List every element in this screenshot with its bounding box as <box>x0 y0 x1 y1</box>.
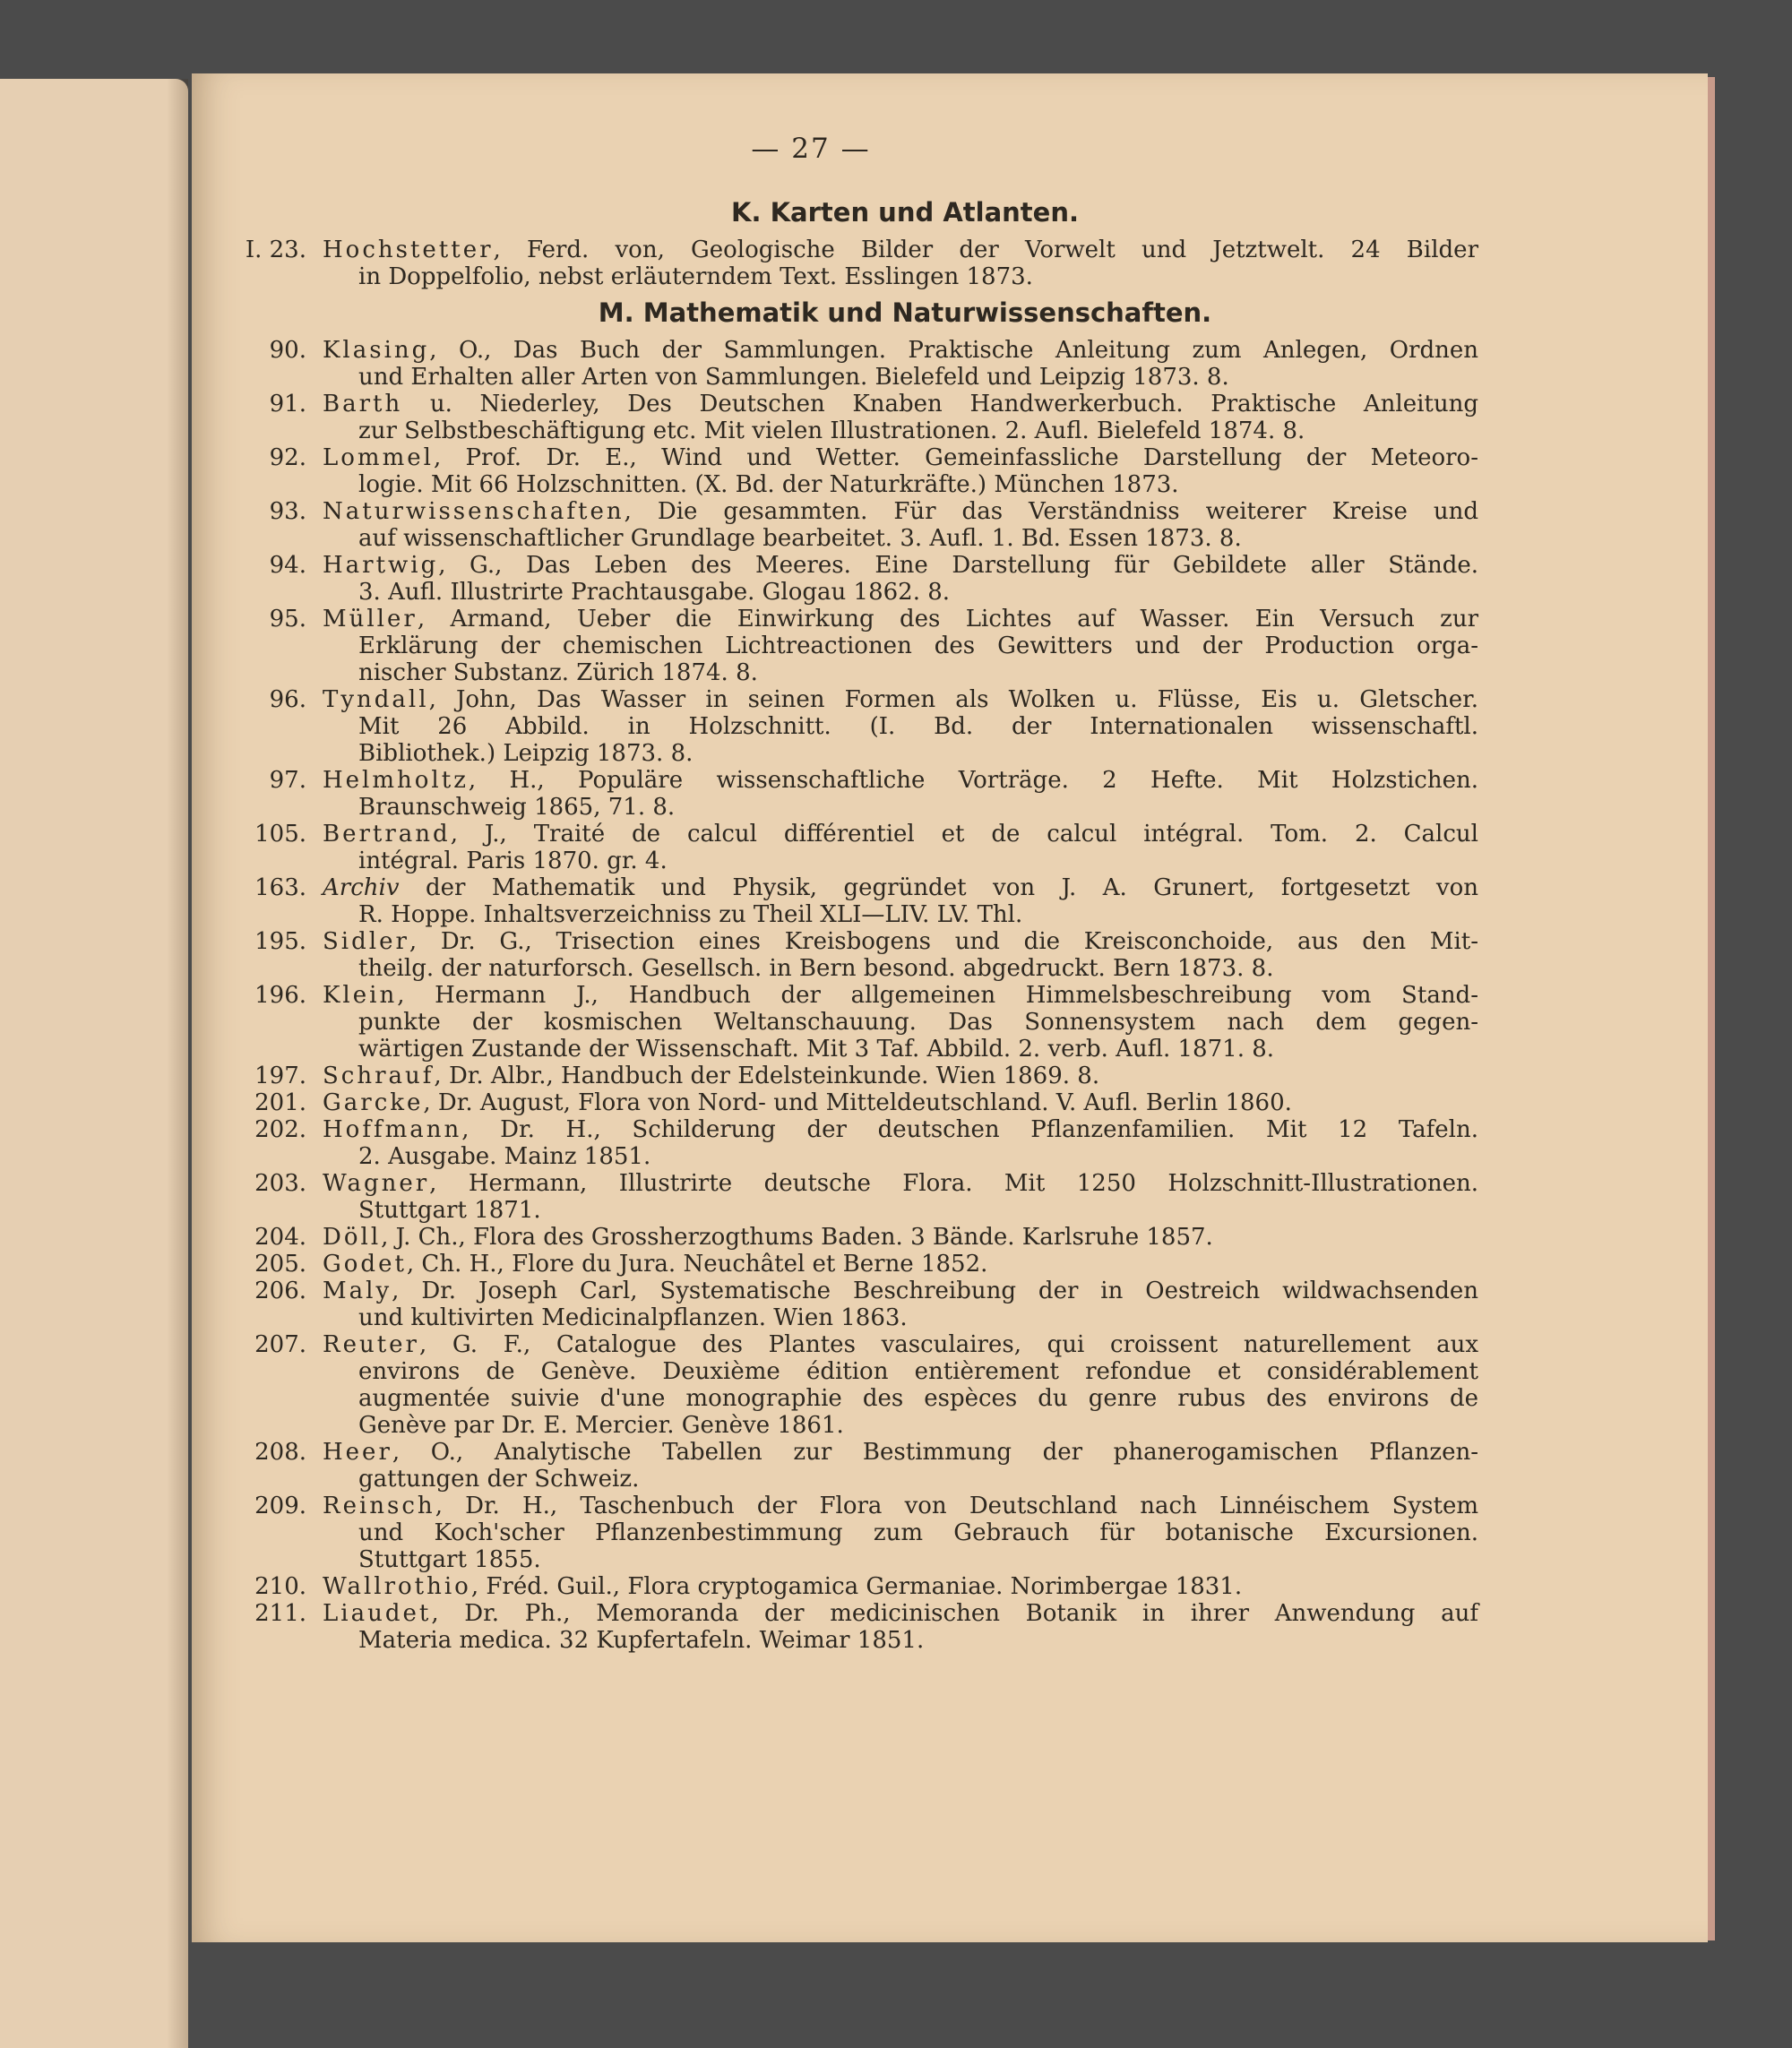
entry-number: 208. <box>254 1439 306 1466</box>
entry-author: Naturwissenschaften <box>323 498 625 525</box>
page-number: — 27 — <box>751 133 871 165</box>
entry-author: Heer <box>323 1439 392 1466</box>
entry-line <box>323 767 1478 794</box>
entry-line: in Doppelfolio, nebst erläuterndem Text. Esslingen 1873. <box>358 263 1033 290</box>
entry-line <box>323 337 1478 364</box>
entry-text <box>323 686 1478 767</box>
catalogue-entry <box>224 606 1478 686</box>
entry-line-text: , Die gesammten. Für das Verständniss weiterer Kreise und <box>624 498 1478 525</box>
entry-text <box>323 928 1478 982</box>
entry-number: 91. <box>269 391 306 417</box>
entry-line <box>323 874 1478 901</box>
entry-line-text: , O., Analytische Tabellen zur Bestimmung der phanerogamischen Pflanzen- <box>392 1439 1478 1466</box>
catalogue-entry <box>224 874 1478 928</box>
entry-line: intégral. Paris 1870. gr. 4. <box>358 848 668 874</box>
entry-author: Hartwig <box>323 552 439 579</box>
entry-line: punkte der kosmischen Weltanschauung. Das Sonnensystem nach dem gegen- <box>358 1009 1478 1036</box>
entry-line <box>323 1439 1478 1466</box>
entry-number: 205. <box>254 1251 306 1278</box>
catalogue-entry <box>224 444 1478 498</box>
entry-number: 105. <box>254 821 306 848</box>
entry-line-text: , Armand, Ueber die Einwirkung des Lichtes auf Wasser. Ein Versuch zur <box>417 606 1478 632</box>
entry-number: 195. <box>254 928 306 955</box>
entry-author: Schrauf <box>323 1063 435 1089</box>
entry-line <box>323 1170 1478 1197</box>
entry-line <box>323 928 1478 955</box>
entry-line-text: , Dr. H., Taschenbuch der Flora von Deutschland nach Linnéischem System <box>435 1493 1478 1519</box>
section-heading: K. Karten und Atlanten. <box>730 197 1079 228</box>
entry-author: Hoffmann <box>323 1116 462 1143</box>
entry-number: 93. <box>269 498 306 525</box>
entry-line <box>323 1573 1478 1600</box>
entry-number: 96. <box>269 686 306 713</box>
entry-text <box>323 1278 1478 1331</box>
entry-number: 97. <box>269 767 306 794</box>
entry-line: auf wissenschaftlicher Grundlage bearbeitet. 3. Aufl. 1. Bd. Essen 1873. 8. <box>358 525 1242 552</box>
entry-line: Genève par Dr. E. Mercier. Genève 1861. <box>358 1412 844 1439</box>
entry-author: Bertrand <box>323 821 451 848</box>
catalogue-entry <box>224 928 1478 982</box>
catalogue-entry <box>224 1573 1478 1600</box>
entry-line: gattungen der Schweiz. <box>358 1466 640 1493</box>
catalogue-entry <box>224 1224 1478 1251</box>
entry-line: Bibliothek.) Leipzig 1873. 8. <box>358 740 694 767</box>
entry-text <box>323 1251 1478 1278</box>
catalogue-entry <box>224 552 1478 606</box>
entry-line <box>323 1278 1478 1304</box>
entry-author: Archiv <box>323 874 400 901</box>
entry-text <box>323 1089 1478 1116</box>
entry-line-text: , Dr. H., Schilderung der deutschen Pflanzenfamilien. Mit 12 Tafeln. <box>461 1116 1478 1143</box>
entry-text <box>323 1573 1478 1600</box>
entry-text <box>323 1331 1478 1439</box>
entry-author: Hochstetter <box>323 237 494 263</box>
entry-number: I. 23. <box>245 237 306 263</box>
entry-text <box>323 552 1478 606</box>
entry-line: und Erhalten aller Arten von Sammlungen. Bielefeld und Leipzig 1873. 8. <box>358 364 1229 391</box>
entry-text <box>323 498 1478 552</box>
entry-line <box>323 1116 1478 1143</box>
entry-line-text: , Dr. Ph., Memoranda der medicinischen Botanik in ihrer Anwendung auf <box>431 1600 1478 1627</box>
entry-text <box>323 606 1478 686</box>
entry-line: augmentée suivie d'une monographie des espèces du genre rubus des environs de <box>358 1385 1478 1412</box>
catalogue-entry <box>224 982 1478 1063</box>
entry-line <box>323 821 1478 848</box>
entry-text <box>323 444 1478 498</box>
entry-text <box>323 337 1478 391</box>
entry-line: environs de Genève. Deuxième édition entièrement refondue et considérablement <box>358 1358 1478 1385</box>
entry-line-text: , J. Ch., Flora des Grossherzogthums Baden. 3 Bände. Karlsruhe 1857. <box>381 1224 1213 1251</box>
catalogue-entry <box>224 1116 1478 1170</box>
entry-line: wärtigen Zustande der Wissenschaft. Mit 3 Taf. Abbild. 2. verb. Aufl. 1871. 8. <box>358 1036 1275 1063</box>
entry-line: Stuttgart 1855. <box>358 1546 541 1573</box>
entry-number: 203. <box>254 1170 306 1197</box>
entry-number: 211. <box>254 1600 306 1627</box>
catalogue-entry <box>224 1439 1478 1493</box>
entry-number: 196. <box>254 982 306 1009</box>
entry-line: R. Hoppe. Inhaltsverzeichniss zu Theil XLI—LIV. LV. Thl. <box>358 901 1023 928</box>
catalogue-entry <box>224 1251 1478 1278</box>
catalogue-entry <box>224 1493 1478 1573</box>
entry-line <box>323 1600 1478 1627</box>
entry-author: Wallrothio <box>323 1573 471 1600</box>
entry-text <box>323 1116 1478 1170</box>
entry-author: Garcke <box>323 1089 424 1116</box>
entry-line-text: , H., Populäre wissenschaftliche Vorträge. 2 Hefte. Mit Holzstichen. <box>468 767 1478 794</box>
entry-text <box>323 1224 1478 1251</box>
catalogue-entry <box>224 237 1478 290</box>
entry-number: 92. <box>269 444 306 471</box>
entry-line: Materia medica. 32 Kupfertafeln. Weimar 1851. <box>358 1627 925 1654</box>
entry-line-text: , Dr. August, Flora von Nord- und Mitteldeutschland. V. Aufl. Berlin 1860. <box>423 1089 1292 1116</box>
entry-text <box>323 237 1478 290</box>
entry-line-text: , Ferd. von, Geologische Bilder der Vorwelt und Jetztwelt. 24 Bilder <box>493 237 1478 263</box>
entry-number: 94. <box>269 552 306 579</box>
catalogue-entry <box>224 1600 1478 1654</box>
section-heading: M. Mathematik und Naturwissenschaften. <box>598 297 1212 328</box>
entry-text <box>323 1493 1478 1573</box>
entry-line: theilg. der naturforsch. Gesellsch. in Bern besond. abgedruckt. Bern 1873. 8. <box>358 955 1274 982</box>
entry-text <box>323 1063 1478 1089</box>
entry-author: Klein <box>323 982 398 1009</box>
entry-line: zur Selbstbeschäftigung etc. Mit vielen Illustrationen. 2. Aufl. Bielefeld 1874. 8. <box>358 417 1305 444</box>
entry-number: 197. <box>254 1063 306 1089</box>
entry-number: 202. <box>254 1116 306 1143</box>
entry-line <box>323 1063 1478 1089</box>
catalogue-entry <box>224 1089 1478 1116</box>
catalogue-entry <box>224 767 1478 821</box>
entry-line <box>323 237 1478 263</box>
entry-line: 2. Ausgabe. Mainz 1851. <box>358 1143 651 1170</box>
entry-text <box>323 982 1478 1063</box>
entry-line <box>323 498 1478 525</box>
entry-line-text: , Dr. G., Trisection eines Kreisbogens und die Kreisconchoide, aus den Mit- <box>409 928 1478 955</box>
catalogue-entry <box>224 1063 1478 1089</box>
entry-author: Tyndall <box>323 686 429 713</box>
entry-number: 206. <box>254 1278 306 1304</box>
entry-line-text: u. Niederley, Des Deutschen Knaben Handwerkerbuch. Praktische Anleitung <box>402 391 1478 417</box>
entry-line: und Koch'scher Pflanzenbestimmung zum Gebrauch für botanische Excursionen. <box>358 1519 1478 1546</box>
entry-line <box>323 1089 1478 1116</box>
entry-number: 201. <box>254 1089 306 1116</box>
entry-line: und kultivirten Medicinalpflanzen. Wien 1863. <box>358 1304 908 1331</box>
page-content <box>224 133 1478 1654</box>
entry-author: Reuter <box>323 1331 419 1358</box>
entry-line: nischer Substanz. Zürich 1874. 8. <box>358 659 758 686</box>
catalogue-entry <box>224 1170 1478 1224</box>
entry-author: Godet <box>323 1251 407 1278</box>
entry-line-text: , G., Das Leben des Meeres. Eine Darstellung für Gebildete aller Stände. <box>438 552 1478 579</box>
entry-text <box>323 1170 1478 1224</box>
entry-author: Lommel <box>323 444 434 471</box>
catalogue-entry <box>224 498 1478 552</box>
catalogue-entry <box>224 1278 1478 1331</box>
entry-line: Braunschweig 1865, 71. 8. <box>358 794 676 821</box>
entry-line: Stuttgart 1871. <box>358 1197 541 1224</box>
entry-line-text: , Dr. Joseph Carl, Systematische Beschreibung der in Oestreich wildwachsenden <box>392 1278 1478 1304</box>
entry-text <box>323 1600 1478 1654</box>
entry-line-text: , G. F., Catalogue des Plantes vasculaires, qui croissent naturellement aux <box>418 1331 1478 1358</box>
entry-line: logie. Mit 66 Holzschnitten. (X. Bd. der Naturkräfte.) München 1873. <box>358 471 1179 498</box>
entry-number: 204. <box>254 1224 306 1251</box>
entry-author: Reinsch <box>323 1493 435 1519</box>
entry-number: 209. <box>254 1493 306 1519</box>
catalogue-entry <box>224 391 1478 444</box>
entry-line <box>323 1331 1478 1358</box>
catalogue-entry <box>224 337 1478 391</box>
entry-line: Mit 26 Abbild. in Holzschnitt. (I. Bd. der Internationalen wissenschaftl. <box>358 713 1478 740</box>
entry-line-text: , Hermann J., Handbuch der allgemeinen Himmelsbeschreibung vom Stand- <box>397 982 1478 1009</box>
entry-text <box>323 391 1478 444</box>
entry-author: Maly <box>323 1278 392 1304</box>
entry-line <box>323 1251 1478 1278</box>
entry-line <box>323 982 1478 1009</box>
entry-text <box>323 1439 1478 1493</box>
entry-text <box>323 821 1478 874</box>
entry-author: Klasing <box>323 337 430 364</box>
entry-text <box>323 874 1478 928</box>
catalogue-entry <box>224 1331 1478 1439</box>
entry-line-text: , Hermann, Illustrirte deutsche Flora. Mit 1250 Holzschnitt-Illustrationen. <box>429 1170 1478 1197</box>
entry-number: 95. <box>269 606 306 632</box>
entry-number: 163. <box>254 874 306 901</box>
catalogue-entry <box>224 686 1478 767</box>
entry-author: Müller <box>323 606 418 632</box>
entry-author: Döll <box>323 1224 382 1251</box>
entry-author: Barth <box>323 391 403 417</box>
entry-line <box>323 1224 1478 1251</box>
entry-number: 207. <box>254 1331 306 1358</box>
entry-number: 210. <box>254 1573 306 1600</box>
page-edge <box>1708 77 1715 1940</box>
entry-line-text: , O., Das Buch der Sammlungen. Praktische Anleitung zum Anlegen, Ordnen <box>429 337 1478 364</box>
entry-line-text: der Mathematik und Physik, gegründet von J. A. Grunert, fortgesetzt von <box>399 874 1478 901</box>
entry-author: Wagner <box>323 1170 430 1197</box>
entry-line <box>323 391 1478 417</box>
entry-line-text: , Dr. Albr., Handbuch der Edelsteinkunde. Wien 1869. 8. <box>434 1063 1100 1089</box>
entry-author: Helmholtz <box>323 767 469 794</box>
entry-line <box>323 606 1478 632</box>
entry-line-text: , Fréd. Guil., Flora cryptogamica Germaniae. Norimbergae 1831. <box>470 1573 1243 1600</box>
entry-author: Sidler <box>323 928 409 955</box>
entry-number: 90. <box>269 337 306 364</box>
entry-line <box>323 444 1478 471</box>
entry-text <box>323 767 1478 821</box>
entry-line <box>323 1493 1478 1519</box>
catalogue-sections <box>224 197 1478 1654</box>
entry-line: 3. Aufl. Illustrirte Prachtausgabe. Glogau 1862. 8. <box>358 579 951 606</box>
entry-line <box>323 686 1478 713</box>
entry-line-text: , J., Traité de calcul différentiel et de calcul intégral. Tom. 2. Calcul <box>450 821 1478 848</box>
entry-line-text: , Ch. H., Flore du Jura. Neuchâtel et Berne 1852. <box>406 1251 988 1278</box>
entry-line-text: , John, Das Wasser in seinen Formen als Wolken u. Flüsse, Eis u. Gletscher. <box>428 686 1478 713</box>
left-page <box>0 79 188 2048</box>
catalogue-entry <box>224 821 1478 874</box>
entry-line-text: , Prof. Dr. E., Wind und Wetter. Gemeinfassliche Darstellung der Meteoro- <box>433 444 1478 471</box>
entry-author: Liaudet <box>323 1600 432 1627</box>
entry-line: Erklärung der chemischen Lichtreactionen des Gewitters und der Production orga- <box>358 632 1478 659</box>
entry-line <box>323 552 1478 579</box>
